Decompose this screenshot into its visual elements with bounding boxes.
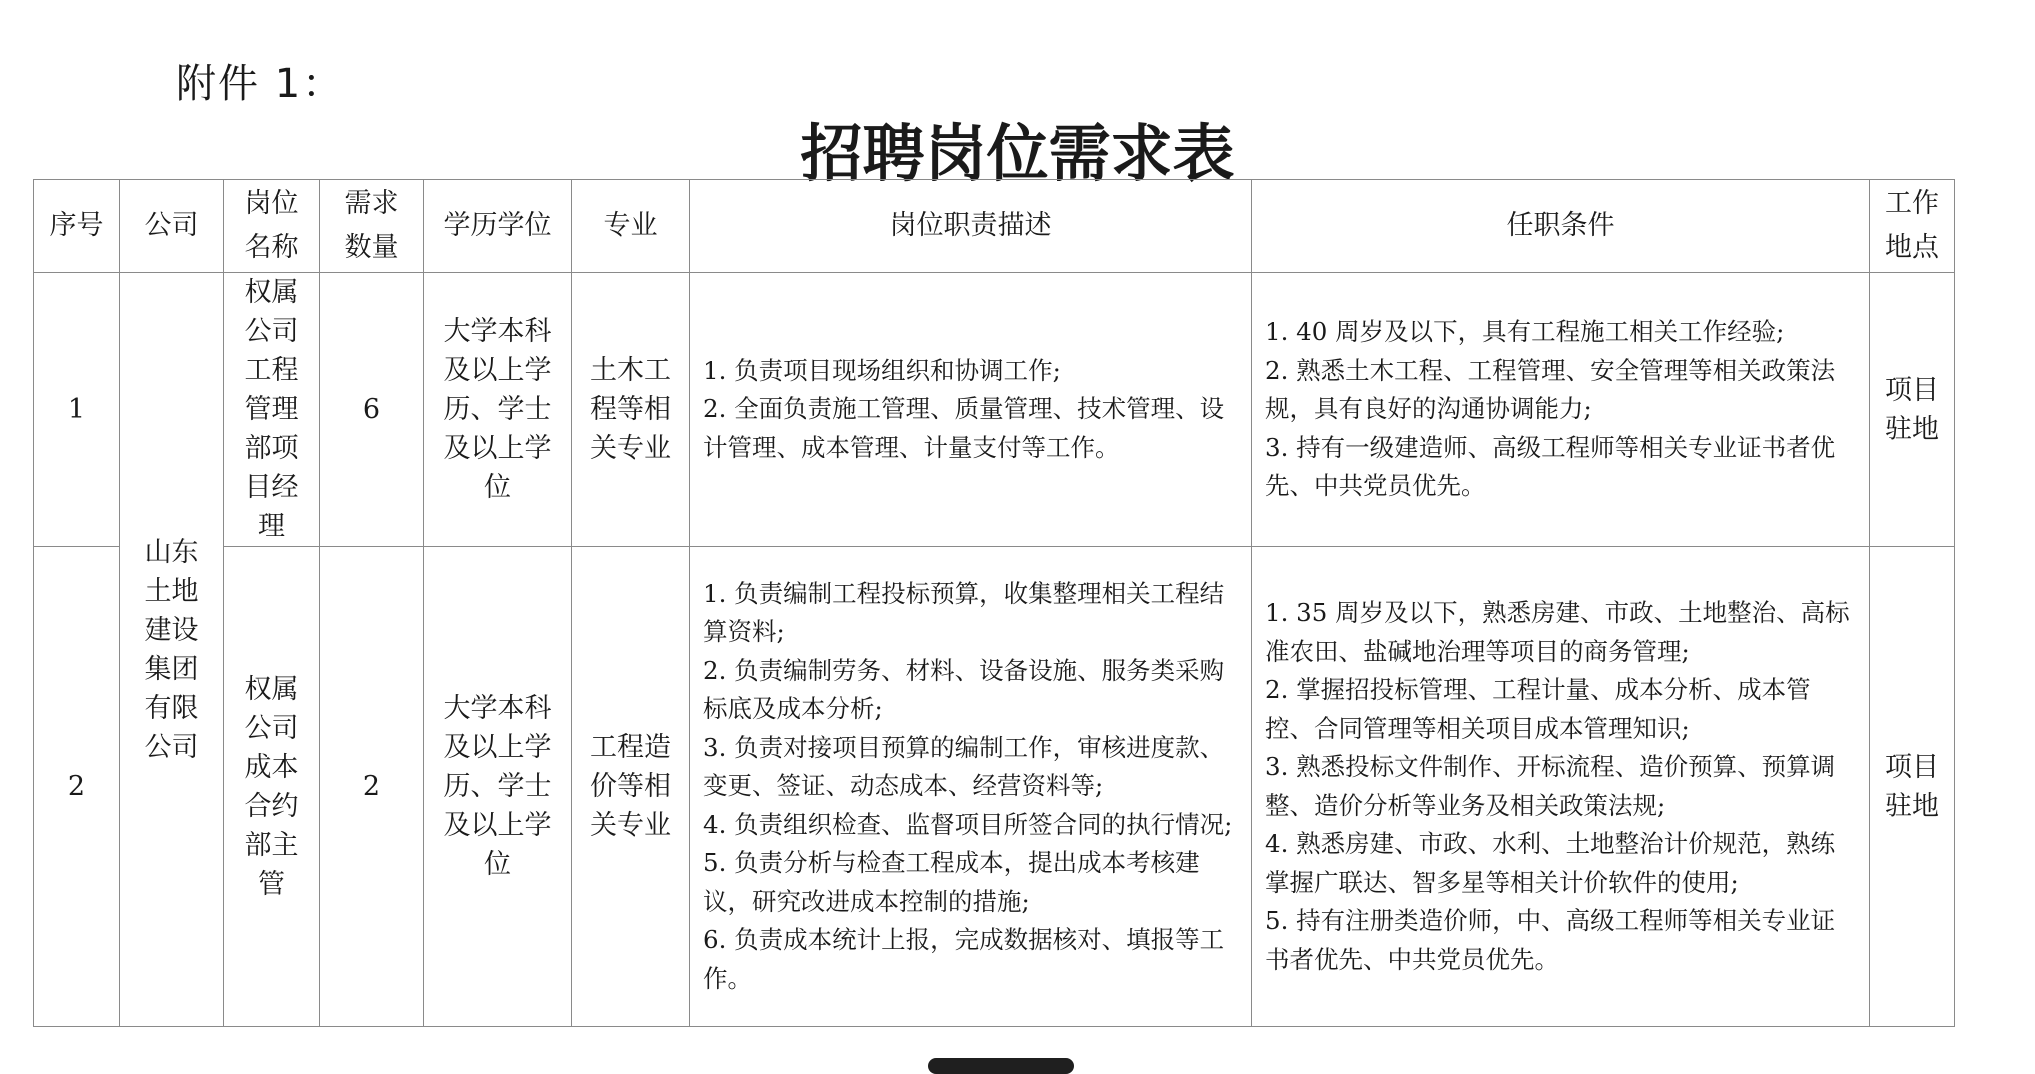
requirement-item: 4. 熟悉房建、市政、水利、土地整治计价规范，熟练掌握广联达、智多星等相关计价软件的使用;	[1265, 829, 1836, 897]
major-cell	[572, 273, 690, 547]
row-count: 2	[320, 547, 424, 1027]
major-text: 土木工程等相关专业	[590, 355, 671, 464]
table-row	[34, 547, 1955, 1027]
requirement-item: 2. 掌握招投标管理、工程计量、成本分析、成本管控、合同管理等相关项目成本管理知识;	[1265, 675, 1811, 743]
requirement-item: 1. 40 周岁及以下，具有工程施工相关工作经验;	[1265, 317, 1785, 347]
requirement-item: 2. 熟悉土木工程、工程管理、安全管理等相关政策法规，具有良好的沟通协调能力;	[1265, 355, 1836, 424]
post-name: 权属公司工程管理部项目经理	[244, 277, 299, 542]
page-title: 招聘岗位需求表	[800, 117, 1235, 190]
duty-item: 3. 负责对接项目预算的编制工作，审核进度款、变更、签证、动态成本、经营资料等;	[703, 732, 1225, 801]
education-text: 大学本科及以上学历、学士及以上学位	[443, 316, 552, 503]
header-post-name	[224, 180, 320, 273]
duty-item: 5. 负责分析与检查工程成本，提出成本考核建议，研究改进成本控制的措施;	[703, 848, 1200, 916]
company-cell	[120, 273, 224, 1027]
education-text: 大学本科及以上学历、学士及以上学位	[443, 693, 552, 880]
row-seq: 1	[34, 273, 120, 547]
header-seq: 序号	[34, 180, 120, 273]
row-count: 6	[320, 273, 424, 547]
duty-item: 2. 全面负责施工管理、质量管理、技术管理、设计管理、成本管理、计量支付等工作。	[703, 394, 1225, 462]
requirement-item: 3. 熟悉投标文件制作、开标流程、造价预算、预算调整、造价分析等业务及相关政策法规;	[1265, 752, 1836, 820]
row-seq: 2	[34, 547, 120, 1027]
header-location	[1870, 180, 1955, 273]
duty-item: 6. 负责成本统计上报，完成数据核对、填报等工作。	[703, 925, 1225, 993]
duty-item: 1. 负责项目现场组织和协调工作;	[703, 355, 1061, 385]
header-duties: 岗位职责描述	[690, 180, 1252, 273]
duty-item: 4. 负责组织检查、监督项目所签合同的执行情况;	[703, 809, 1233, 839]
location-text: 项目驻地	[1885, 751, 1939, 822]
header-location-line: 工作	[1885, 188, 1939, 219]
post-cell	[224, 273, 320, 547]
header-headcount-line: 数量	[344, 232, 399, 263]
scroll-indicator[interactable]	[928, 1058, 1074, 1074]
location-cell	[1870, 547, 1955, 1027]
attachment-label: 附件 1：	[176, 61, 345, 107]
table-row	[34, 273, 1955, 547]
duties-cell	[690, 273, 1252, 547]
requirement-item: 3. 持有一级建造师、高级工程师等相关专业证书者优先、中共党员优先。	[1265, 432, 1836, 501]
requirement-item: 5. 持有注册类造价师，中、高级工程师等相关专业证书者优先、中共党员优先。	[1265, 906, 1836, 974]
requirement-item: 1. 35 周岁及以下，熟悉房建、市政、土地整治、高标准农田、盐碱地治理等项目的商务管理;	[1265, 598, 1850, 666]
header-post-name-line: 岗位	[244, 188, 299, 219]
table-header-row	[34, 180, 1955, 273]
major-text: 工程造价等相关专业	[590, 732, 671, 841]
requirements-cell	[1252, 547, 1870, 1027]
duty-item: 2. 负责编制劳务、材料、设备设施、服务类采购标底及成本分析;	[703, 655, 1225, 724]
header-headcount-line: 需求	[344, 188, 399, 219]
header-education: 学历学位	[424, 180, 572, 273]
duty-item: 1. 负责编制工程投标预算，收集整理相关工程结算资料;	[703, 578, 1225, 647]
post-cell	[224, 547, 320, 1027]
education-cell	[424, 547, 572, 1027]
header-location-line: 地点	[1885, 232, 1939, 263]
major-cell	[572, 547, 690, 1027]
header-post-name-line: 名称	[244, 232, 299, 263]
duties-cell	[690, 547, 1252, 1027]
header-requirements: 任职条件	[1252, 180, 1870, 273]
header-headcount	[320, 180, 424, 273]
education-cell	[424, 273, 572, 547]
header-major: 专业	[572, 180, 690, 273]
requirements-cell	[1252, 273, 1870, 547]
location-text: 项目驻地	[1885, 374, 1939, 445]
header-company: 公司	[120, 180, 224, 273]
post-name: 权属公司成本合约部主管	[244, 673, 299, 900]
company-name: 山东土地建设集团有限公司	[144, 536, 199, 763]
recruitment-table	[33, 179, 1955, 1027]
location-cell	[1870, 273, 1955, 547]
